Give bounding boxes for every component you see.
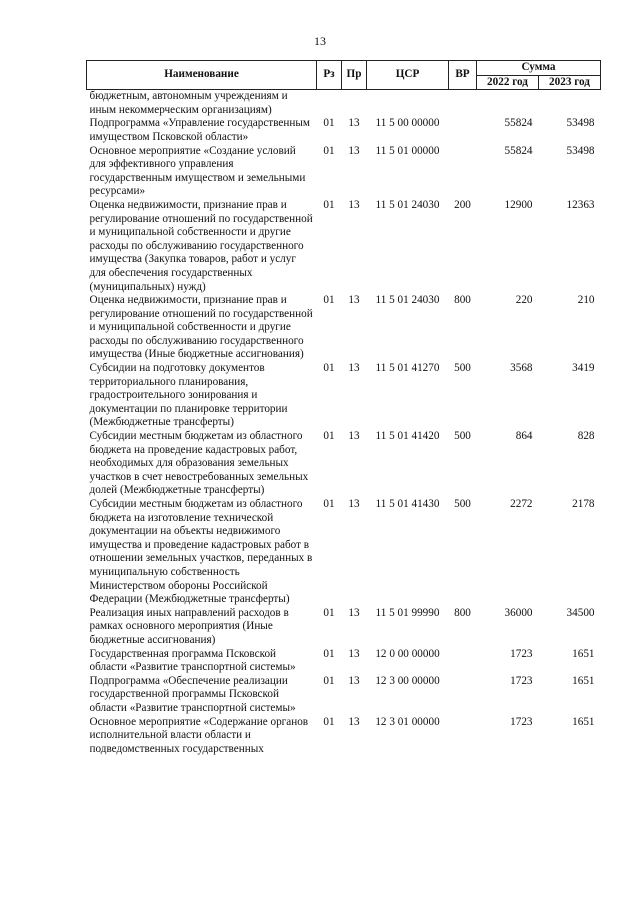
row-vr: 500 bbox=[454, 430, 471, 443]
row-amount-2022: 1723 bbox=[510, 715, 533, 728]
table-row bbox=[87, 607, 601, 648]
row-csr: 12 3 00 00000 bbox=[375, 674, 440, 687]
row-csr: 11 5 01 00000 bbox=[375, 144, 440, 157]
row-name: Основное мероприятие «Содержание органов исполнительной власти области и подведомственных государственных bbox=[89, 715, 309, 755]
row-vr bbox=[449, 117, 477, 144]
row-rz: 01 bbox=[323, 430, 335, 443]
row-pr: 13 bbox=[348, 606, 360, 619]
row-csr: 12 3 01 00000 bbox=[375, 715, 440, 728]
row-pr bbox=[342, 90, 367, 118]
page-number: 13 bbox=[314, 34, 326, 48]
row-vr bbox=[449, 145, 477, 199]
row-name: Государственная программа Псковской области «Развитие транспортной системы» bbox=[89, 647, 296, 674]
row-pr: 13 bbox=[348, 498, 360, 510]
row-csr: 12 0 00 00000 bbox=[375, 647, 440, 660]
row-name: Основное мероприятие «Создание условий для эффективного управления государственным имуществом и земельными ресурсами» bbox=[89, 144, 306, 198]
row-pr: 13 bbox=[348, 144, 360, 157]
row-amount-2022: 36000 bbox=[504, 606, 533, 619]
row-vr: 800 bbox=[454, 294, 471, 307]
table-row bbox=[87, 430, 601, 498]
row-amount-2022: 1723 bbox=[510, 647, 533, 660]
row-name: Субсидии местным бюджетам из областного бюджета на изготовление технической документации на объекты недвижимого имущества и проведение кадастровых работ в отношении земельных участков, переданных в муниципальную собственность Министерством обороны Российской Федерации (Межбюджетные трансферты) bbox=[89, 498, 313, 606]
row-name: бюджетным, автономным учреждениям и иным некоммерческим организациям) bbox=[89, 90, 288, 116]
row-pr: 13 bbox=[348, 362, 360, 375]
row-rz: 01 bbox=[323, 294, 335, 307]
row-vr bbox=[449, 716, 477, 757]
row-vr: 500 bbox=[454, 498, 471, 510]
row-rz: 01 bbox=[323, 144, 335, 157]
row-rz: 01 bbox=[323, 647, 335, 660]
table-body bbox=[87, 90, 601, 757]
table-row bbox=[87, 362, 601, 430]
row-amount-2023: 210 bbox=[577, 294, 595, 307]
table-row bbox=[87, 648, 601, 675]
row-amount-2023: 12363 bbox=[566, 198, 595, 211]
row-vr: 800 bbox=[454, 606, 471, 619]
budget-table bbox=[86, 60, 601, 756]
row-vr: 500 bbox=[454, 362, 471, 375]
row-pr: 13 bbox=[348, 117, 360, 130]
row-csr: 11 5 01 41420 bbox=[375, 430, 440, 443]
row-vr bbox=[449, 90, 477, 118]
row-rz: 01 bbox=[323, 362, 335, 375]
row-amount-2022 bbox=[477, 90, 539, 118]
table-row bbox=[87, 145, 601, 199]
header-sum: Сумма bbox=[477, 61, 601, 76]
table-row bbox=[87, 117, 601, 144]
row-rz: 01 bbox=[323, 117, 335, 130]
table-row bbox=[87, 716, 601, 757]
row-amount-2022: 55824 bbox=[504, 117, 533, 130]
row-amount-2022: 55824 bbox=[504, 144, 533, 157]
row-vr bbox=[449, 648, 477, 675]
row-amount-2022: 2272 bbox=[510, 498, 533, 510]
table-row bbox=[87, 294, 601, 362]
row-pr: 13 bbox=[348, 647, 360, 660]
row-csr bbox=[367, 90, 449, 118]
row-amount-2023 bbox=[539, 90, 601, 118]
row-rz: 01 bbox=[323, 674, 335, 687]
row-amount-2023: 828 bbox=[577, 430, 595, 443]
row-amount-2022: 3568 bbox=[510, 362, 533, 375]
row-csr: 11 5 01 41430 bbox=[375, 498, 440, 510]
row-amount-2023: 3419 bbox=[572, 362, 595, 375]
row-pr: 13 bbox=[348, 294, 360, 307]
row-vr bbox=[449, 675, 477, 716]
row-name: Субсидии местным бюджетам из областного бюджета на проведение кадастровых работ, необходимых для образования земельных участков в счет невостребованных земельных долей (Межбюджетные трансферты) bbox=[89, 430, 309, 497]
row-amount-2023: 1651 bbox=[572, 674, 595, 687]
row-amount-2022: 220 bbox=[515, 294, 533, 307]
row-amount-2022: 1723 bbox=[510, 674, 533, 687]
row-csr: 11 5 01 24030 bbox=[375, 198, 440, 211]
row-rz: 01 bbox=[323, 715, 335, 728]
header-year-2023: 2023 год bbox=[539, 75, 601, 90]
row-csr: 11 5 01 41270 bbox=[375, 362, 440, 375]
header-year-2022: 2022 год bbox=[477, 75, 539, 90]
row-name: Оценка недвижимости, признание прав и регулирование отношений по государственной и муниципальной собственности и другие расходы по обслуживанию государственного имущества (Закупка товаров, работ и услуг для обеспечения государственных (муниципальных) нужд) bbox=[89, 198, 313, 293]
row-vr: 200 bbox=[454, 198, 471, 211]
header-csr: ЦСР bbox=[367, 61, 449, 90]
table-row bbox=[87, 90, 601, 118]
row-rz: 01 bbox=[323, 498, 335, 510]
row-amount-2023: 34500 bbox=[566, 606, 595, 619]
row-rz: 01 bbox=[323, 198, 335, 211]
header-rz: Рз bbox=[317, 61, 342, 90]
row-csr: 11 5 00 00000 bbox=[375, 117, 440, 130]
row-name: Субсидии на подготовку документов территориального планирования, градостроительного зонирования и документации по планировке территории (Межбюджетные трансферты) bbox=[89, 362, 288, 429]
table-row bbox=[87, 199, 601, 294]
row-pr: 13 bbox=[348, 198, 360, 211]
header-name: Наименование bbox=[87, 61, 317, 90]
table-header bbox=[87, 61, 601, 90]
row-amount-2023: 2178 bbox=[572, 498, 595, 510]
table-row bbox=[87, 498, 601, 607]
header-pr: Пр bbox=[342, 61, 367, 90]
row-pr: 13 bbox=[348, 430, 360, 443]
row-pr: 13 bbox=[348, 715, 360, 728]
row-pr: 13 bbox=[348, 674, 360, 687]
row-amount-2023: 1651 bbox=[572, 715, 595, 728]
row-amount-2022: 12900 bbox=[504, 198, 533, 211]
header-vr: ВР bbox=[449, 61, 477, 90]
row-csr: 11 5 01 99990 bbox=[375, 606, 440, 619]
row-rz bbox=[317, 90, 342, 118]
row-name: Реализация иных направлений расходов в рамках основного мероприятия (Иные бюджетные ассигнования) bbox=[89, 606, 289, 646]
row-name: Подпрограмма «Обеспечение реализации государственной программы Псковской области «Развитие транспортной системы» bbox=[89, 674, 296, 714]
row-amount-2023: 53498 bbox=[566, 144, 595, 157]
row-name: Подпрограмма «Управление государственным имуществом Псковской области» bbox=[89, 117, 310, 143]
row-csr: 11 5 01 24030 bbox=[375, 294, 440, 307]
row-rz: 01 bbox=[323, 606, 335, 619]
row-amount-2022: 864 bbox=[515, 430, 533, 443]
row-amount-2023: 53498 bbox=[566, 117, 595, 130]
table-row bbox=[87, 675, 601, 716]
row-amount-2023: 1651 bbox=[572, 647, 595, 660]
row-name: Оценка недвижимости, признание прав и регулирование отношений по государственной и муниципальной собственности и другие расходы по обслуживанию государственного имущества (Иные бюджетные ассигнования) bbox=[89, 294, 313, 361]
